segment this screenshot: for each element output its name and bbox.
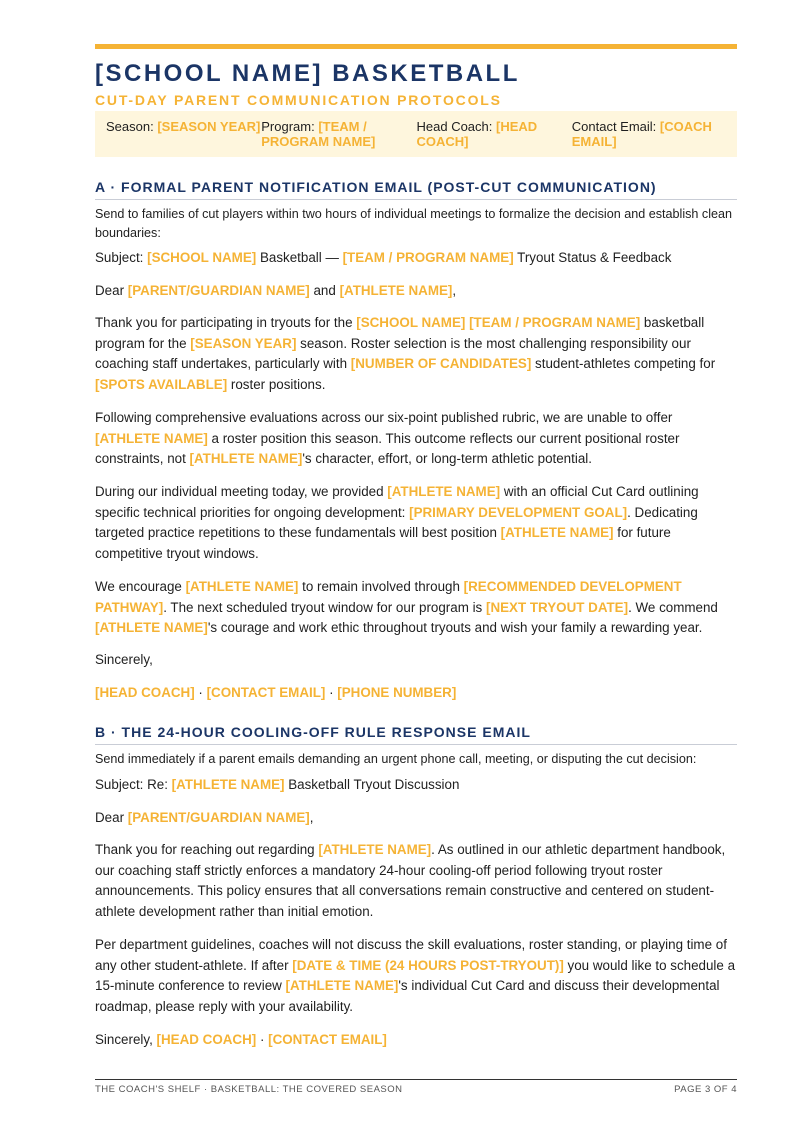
meta-head-coach: [417, 119, 572, 157]
placeholder-field: [NUMBER OF CANDIDATES]: [350, 356, 532, 372]
text-run: to remain involved through: [298, 579, 464, 594]
text-run: season. Roster selection is the most challenging responsibility our coaching staff undertakes, particularly with: [95, 335, 691, 372]
text-run: with an official Cut Card outlining specific technical priorities for ongoing development:: [95, 484, 699, 520]
placeholder-field: [ATHLETE NAME]: [95, 430, 208, 446]
text-run: Per department guidelines, coaches will not discuss the skill evaluations, roster standing, or playing time of any other student-athlete. If after: [95, 937, 727, 973]
placeholder-field: [PARENT/GUARDIAN NAME]: [127, 810, 310, 825]
section-b-paragraph-2: [95, 935, 737, 1017]
placeholder-field: [CONTACT EMAIL]: [268, 1032, 387, 1047]
text-run: ·: [194, 685, 207, 700]
placeholder-field: [ATHLETE NAME]: [171, 777, 285, 792]
text-run: ·: [256, 1032, 269, 1047]
section-b-intro: Send immediately if a parent emails demanding an urgent phone call, meeting, or disputing the cut decision:: [95, 752, 697, 766]
meta-contact-email: [572, 119, 727, 157]
placeholder-field: [HEAD COACH]: [95, 685, 195, 700]
text-run: Sincerely,: [95, 1032, 157, 1047]
section-b-closing: [95, 1030, 737, 1051]
document-title: [SCHOOL NAME] BASKETBALL: [95, 60, 520, 87]
meta-program-label: Program:: [261, 119, 315, 134]
meta-email-value: [COACH EMAIL]: [571, 119, 712, 149]
text-run: roster positions.: [227, 376, 326, 392]
section-b-heading: B · THE 24-HOUR COOLING-OFF RULE RESPONSE EMAIL: [95, 724, 737, 745]
top-accent-bar: [95, 44, 737, 49]
placeholder-field: [ATHLETE NAME]: [387, 484, 501, 499]
text-run: a roster position this season. This outcome reflects our current positional roster constraints, not: [95, 430, 680, 467]
placeholder-field: [ATHLETE NAME]: [339, 283, 453, 298]
meta-coach-label: Head Coach:: [416, 119, 493, 134]
text-run: . Dedicating targeted practice repetitions to these fundamentals will best position: [95, 504, 698, 541]
text-run: student-athletes competing for: [531, 356, 716, 372]
placeholder-field: [SPOTS AVAILABLE]: [95, 376, 228, 392]
text-run: 's individual Cut Card and discuss their developmental roadmap, please reply with your availability.: [95, 978, 720, 1014]
section-b-greeting: [95, 808, 737, 829]
text-run: for future competitive tryout windows.: [95, 525, 671, 561]
text-run: . We commend: [628, 599, 718, 615]
placeholder-field: [PRIMARY DEVELOPMENT GOAL]: [409, 504, 628, 520]
meta-season-value: [SEASON YEAR]: [157, 119, 261, 134]
text-run: Basketball —: [256, 250, 343, 265]
text-run: and: [309, 283, 340, 298]
document-subtitle: CUT-DAY PARENT COMMUNICATION PROTOCOLS: [95, 92, 502, 108]
footer-publication: THE COACH'S SHELF · BASKETBALL: THE COVERED SEASON: [95, 1084, 403, 1095]
section-a-paragraph-1: [95, 313, 737, 395]
text-run: Subject:: [95, 250, 148, 265]
section-a-intro: Send to families of cut players within two hours of individual meetings to formalize the decision and establish clean boundaries:: [95, 207, 733, 240]
section-b-subject: [95, 775, 737, 796]
text-run: We encourage: [95, 579, 186, 594]
placeholder-field: [SCHOOL NAME] [TEAM / PROGRAM NAME]: [356, 315, 641, 330]
text-run: Subject: Re:: [95, 777, 172, 792]
placeholder-field: [CONTACT EMAIL]: [206, 685, 326, 700]
placeholder-field: [ATHLETE NAME]: [500, 525, 614, 541]
text-run: ,: [452, 283, 457, 298]
section-a-heading: A · FORMAL PARENT NOTIFICATION EMAIL (POST-CUT COMMUNICATION): [95, 179, 737, 200]
text-run: . The next scheduled tryout window for our program is: [163, 599, 486, 615]
meta-coach-value: [HEAD COACH]: [416, 119, 538, 149]
text-run: . As outlined in our athletic department handbook, our coaching staff strictly enforces a mandatory 24-hour cooling-off period following tryout roster announcements. This policy ensures that all conversations remain constructive and centered on student-athlete development rather than initial emotion.: [95, 842, 726, 919]
placeholder-field: [SEASON YEAR]: [190, 335, 297, 351]
placeholder-field: [SCHOOL NAME]: [147, 250, 257, 265]
text-run: Following comprehensive evaluations across our six-point published rubric, we are unable to offer: [95, 410, 673, 425]
text-run: Thank you for reaching out regarding: [95, 842, 319, 857]
placeholder-field: [DATE & TIME (24 HOURS POST-TRYOUT)]: [292, 957, 564, 973]
placeholder-field: [ATHLETE NAME]: [318, 842, 432, 857]
meta-program: [261, 119, 416, 157]
placeholder-field: [HEAD COACH]: [156, 1032, 257, 1047]
placeholder-field: [ATHLETE NAME]: [189, 451, 303, 467]
text-run: During our individual meeting today, we provided: [95, 484, 388, 499]
text-run: Tryout Status & Feedback: [513, 250, 672, 265]
section-a-subject: [95, 248, 737, 269]
text-run: Dear: [95, 810, 128, 825]
placeholder-field: [ATHLETE NAME]: [95, 620, 208, 636]
section-a-greeting: [95, 281, 737, 302]
section-a-signature: [95, 683, 737, 704]
text-run: you would like to schedule a 15-minute conference to review: [95, 957, 736, 994]
placeholder-field: [ATHLETE NAME]: [185, 579, 299, 594]
placeholder-field: [PARENT/GUARDIAN NAME]: [127, 283, 310, 298]
text-run: Thank you for participating in tryouts for the: [95, 315, 357, 330]
placeholder-field: [ATHLETE NAME]: [285, 978, 399, 994]
meta-program-value: [TEAM / PROGRAM NAME]: [261, 119, 376, 149]
text-run: Basketball Tryout Discussion: [284, 777, 460, 792]
section-a-paragraph-2: [95, 408, 737, 470]
footer-divider: [95, 1079, 737, 1080]
footer-page-number: PAGE 3 OF 4: [674, 1084, 737, 1095]
placeholder-field: [PHONE NUMBER]: [337, 685, 457, 700]
meta-season-label: Season:: [106, 119, 154, 134]
section-a-closing: Sincerely,: [95, 652, 153, 667]
meta-season: [106, 119, 261, 157]
text-run: 's character, effort, or long-term athletic potential.: [302, 451, 592, 467]
text-run: ,: [309, 810, 314, 825]
text-run: basketball program for the: [95, 315, 705, 351]
text-run: 's courage and work ethic throughout tryouts and wish your family a rewarding year.: [207, 620, 703, 636]
text-run: Dear: [95, 283, 128, 298]
meta-email-label: Contact Email:: [571, 119, 657, 134]
placeholder-field: [TEAM / PROGRAM NAME]: [342, 250, 514, 265]
section-b-paragraph-1: [95, 840, 737, 922]
placeholder-field: [RECOMMENDED DEVELOPMENT PATHWAY]: [95, 579, 682, 615]
section-a-paragraph-4: [95, 577, 737, 639]
meta-info-box: [95, 111, 737, 157]
section-a-paragraph-3: [95, 482, 737, 564]
placeholder-field: [NEXT TRYOUT DATE]: [485, 599, 629, 615]
text-run: ·: [325, 685, 338, 700]
